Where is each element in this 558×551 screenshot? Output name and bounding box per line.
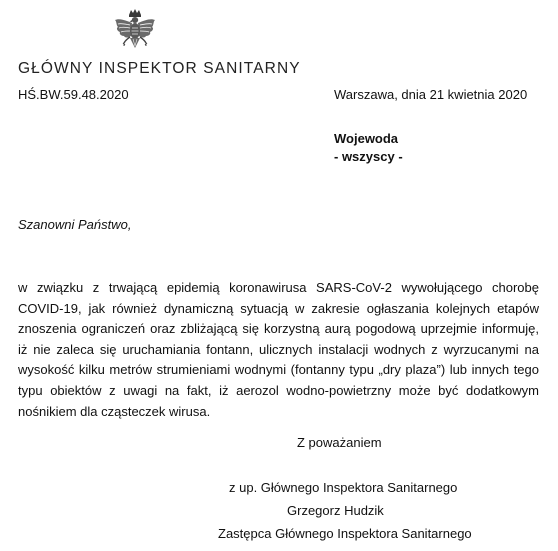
- salutation: Szanowni Państwo,: [18, 217, 132, 232]
- recipient-subtitle: - wszyscy -: [334, 149, 403, 164]
- signatory-name: Grzegorz Hudzik: [287, 503, 384, 518]
- letter-body: w związku z trwającą epidemią koronawirusa SARS-CoV-2 wywołującego chorobę COVID-19, jak również dynamiczną sytuacją w zakresie ogłaszania kolejnych etapów znoszenia ograniczeń oraz zbliżającą się korzystną aurą pogodową uprzejmie informuję, iż nie zaleca się uruchamiania fontann, ulicznych instalacji wodnych z wyrzucanymi na wysokość kilku metrów strumieniami wodnymi (fontanny typu „dry plaza”) lub innych tego typu obiektów z uwagi na fakt, iż aerozol wodno-powietrzny może być dodatkowym nośnikiem dla cząsteczek wirusa.: [18, 280, 539, 419]
- signature-authorization: z up. Głównego Inspektora Sanitarnego: [229, 480, 458, 495]
- place-and-date: Warszawa, dnia 21 kwietnia 2020: [334, 87, 528, 102]
- closing-phrase: Z poważaniem: [297, 435, 382, 450]
- reference-number: HŚ.BW.59.48.2020: [18, 87, 129, 102]
- institution-name: GŁÓWNY INSPEKTOR SANITARNY: [18, 60, 301, 77]
- signatory-position: Zastępca Głównego Inspektora Sanitarnego: [218, 526, 472, 541]
- recipient-title: Wojewoda: [334, 131, 399, 146]
- polish-eagle-emblem-icon: [113, 8, 157, 56]
